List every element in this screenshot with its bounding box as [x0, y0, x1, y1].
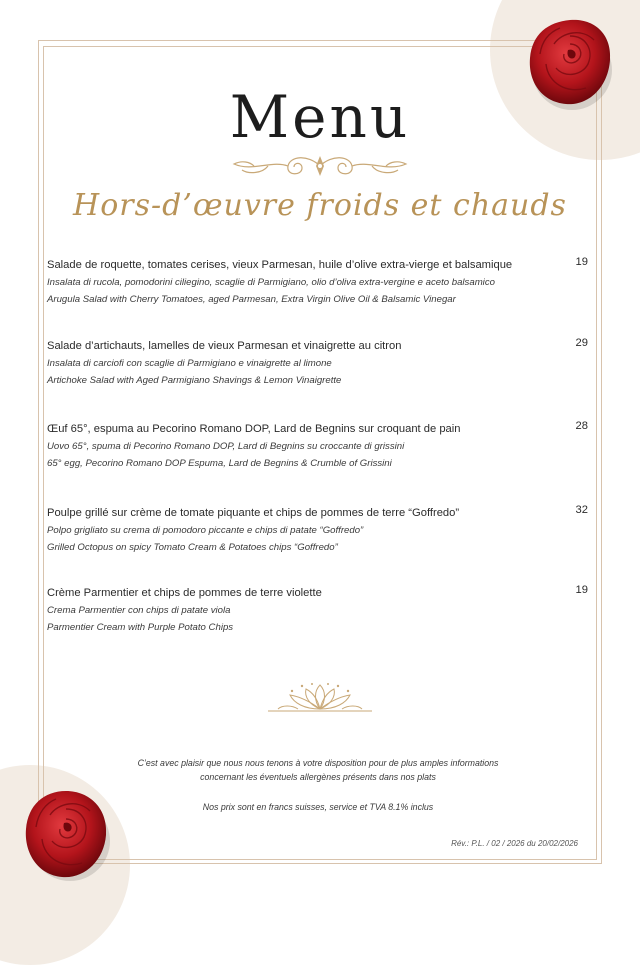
- lotus-ornament-icon: [268, 683, 372, 715]
- menu-item: [47, 256, 592, 308]
- dish-price: 19: [575, 584, 588, 596]
- dish-price: 29: [575, 337, 588, 349]
- allergen-note-line2: concernant les éventuels allergènes présents dans nos plats: [200, 772, 436, 782]
- dish-price: 19: [575, 256, 588, 268]
- menu-item: [47, 584, 592, 636]
- dish-name-it: Uovo 65°, spuma di Pecorino Romano DOP, Lard di Begnins su croccante di grissini: [47, 441, 405, 452]
- menu-item: [47, 337, 592, 389]
- rose-icon: [524, 14, 616, 112]
- dish-name-en: Grilled Octopus on spicy Tomato Cream & Potatoes chips “Goffredo”: [47, 542, 338, 553]
- dish-name-en: Arugula Salad with Cherry Tomatoes, aged Parmesan, Extra Virgin Olive Oil & Balsamic Vinegar: [47, 294, 456, 305]
- dish-name-it: Crema Parmentier con chips di patate viola: [47, 605, 231, 616]
- dish-name-fr: Œuf 65°, espuma au Pecorino Romano DOP, Lard de Begnins sur croquant de pain: [47, 423, 461, 435]
- menu-item: [47, 420, 592, 472]
- dish-price: 32: [575, 504, 588, 516]
- rose-icon: [22, 787, 112, 883]
- dish-name-it: Polpo grigliato su crema di pomodoro piccante e chips di patate “Goffredo”: [47, 525, 364, 536]
- prices-note: Nos prix sont en francs suisses, service et TVA 8.1% inclus: [202, 802, 434, 812]
- revision-label: Rév.: P.L. / 02 / 2026 du 20/02/2026: [451, 839, 578, 848]
- dish-name-en: 65° egg, Pecorino Romano DOP Espuma, Lard de Begnins & Crumble of Grissini: [47, 458, 392, 469]
- dish-name-en: Parmentier Cream with Purple Potato Chips: [47, 622, 234, 633]
- dish-name-fr: Salade d’artichauts, lamelles de vieux Parmesan et vinaigrette au citron: [47, 340, 402, 352]
- dish-name-fr: Poulpe grillé sur crème de tomate piquante et chips de pommes de terre “Goffredo”: [47, 507, 460, 519]
- section-title: Hors-d’œuvre froids et chauds: [73, 188, 567, 223]
- dish-name-fr: Crème Parmentier et chips de pommes de terre violette: [47, 587, 322, 599]
- menu-items: [47, 256, 592, 636]
- dish-name-it: Insalata di carciofi con scaglie di Parmigiano e vinaigrette al limone: [47, 358, 332, 369]
- menu-item: [47, 504, 592, 556]
- dish-name-it: Insalata di rucola, pomodorini ciliegino, scaglie di Parmigiano, olio d’oliva extra-vergine e aceto balsamico: [47, 277, 495, 288]
- dish-name-en: Artichoke Salad with Aged Parmigiano Shavings & Lemon Vinaigrette: [47, 375, 342, 386]
- page-title: Menu: [229, 82, 411, 151]
- allergen-note-line1: C’est avec plaisir que nous nous tenons à votre disposition pour de plus amples informations: [137, 758, 499, 768]
- dish-name-fr: Salade de roquette, tomates cerises, vieux Parmesan, huile d’olive extra-vierge et balsamique: [47, 259, 513, 271]
- flourish-divider-icon: [228, 150, 412, 182]
- dish-price: 28: [575, 420, 588, 432]
